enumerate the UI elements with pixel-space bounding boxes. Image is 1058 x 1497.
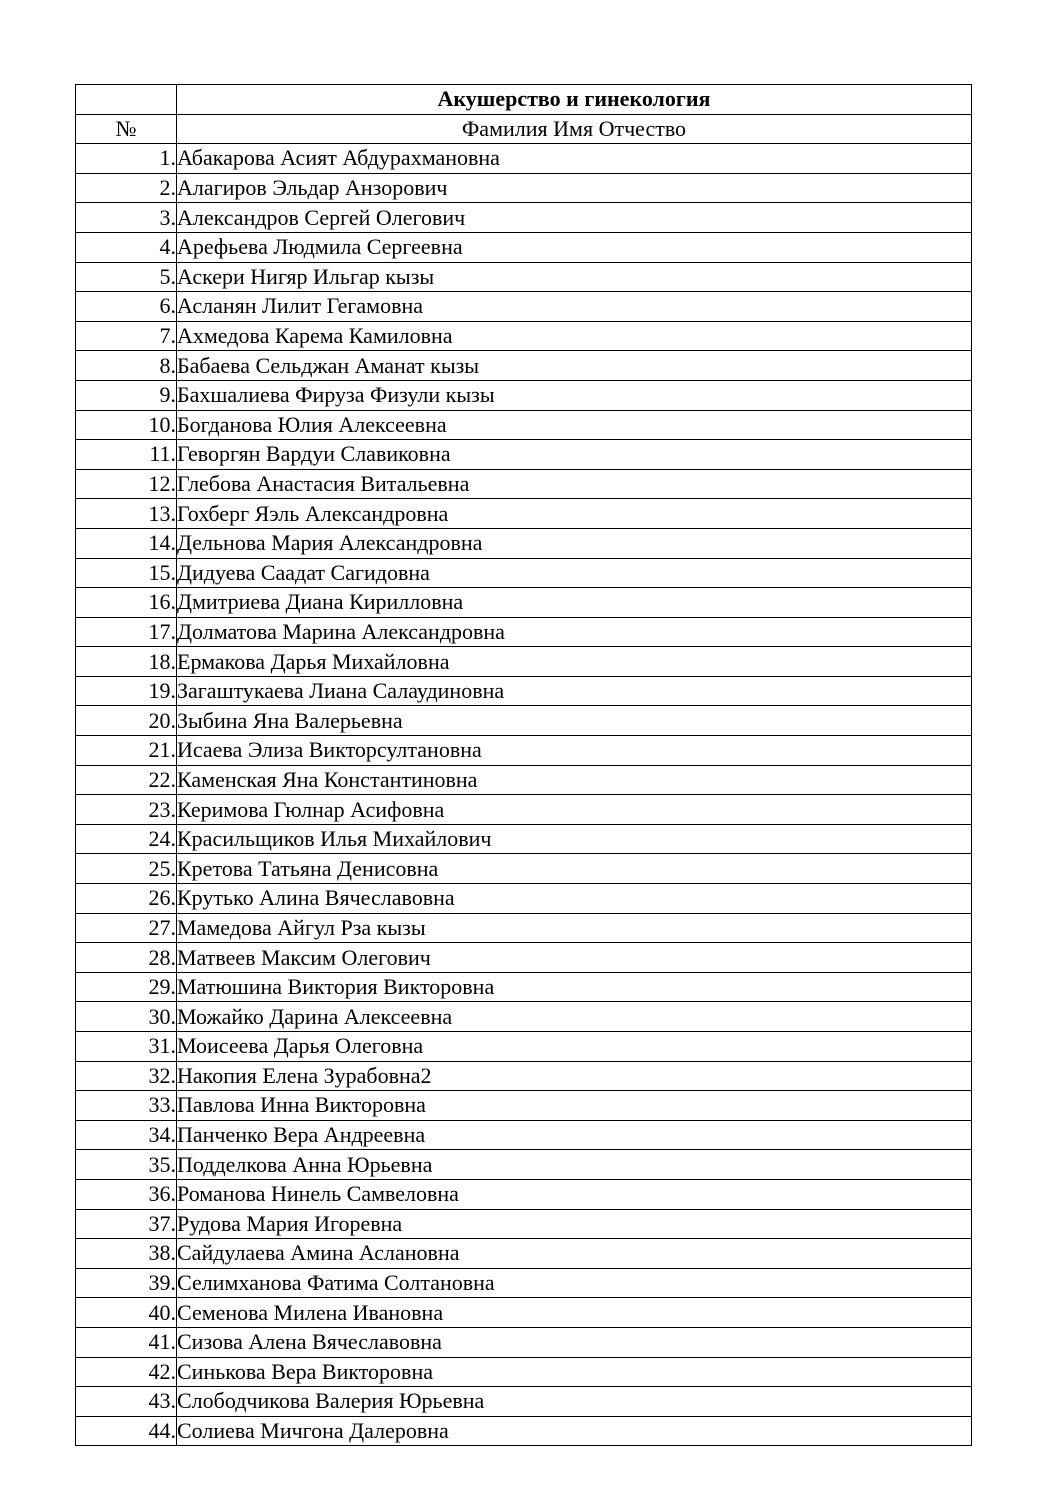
table-row [76, 558, 972, 588]
row-number: 13. [76, 499, 177, 529]
row-number: 5. [76, 262, 177, 292]
student-list-table [75, 84, 972, 1446]
row-number: 14. [76, 528, 177, 558]
header-row [76, 114, 972, 144]
person-full-name: Долматова Марина Александровна [177, 617, 972, 647]
person-full-name: Накопия Елена Зурабовна2 [177, 1061, 972, 1091]
table-row [76, 1327, 972, 1357]
table-row [76, 321, 972, 351]
person-full-name: Гохберг Яэль Александровна [177, 499, 972, 529]
table-row [76, 173, 972, 203]
row-number: 16. [76, 588, 177, 618]
person-full-name: Дидуева Саадат Сагидовна [177, 558, 972, 588]
table-row [76, 1091, 972, 1121]
row-number: 28. [76, 943, 177, 973]
row-number: 6. [76, 292, 177, 322]
table-row [76, 706, 972, 736]
person-full-name: Панченко Вера Андреевна [177, 1120, 972, 1150]
title-empty-cell [76, 85, 177, 115]
row-number: 44. [76, 1416, 177, 1446]
table-row [76, 292, 972, 322]
person-full-name: Александров Сергей Олегович [177, 203, 972, 233]
person-full-name: Богданова Юлия Алексеевна [177, 410, 972, 440]
person-full-name: Бабаева Сельджан Аманат кызы [177, 351, 972, 381]
document-title: Акушерство и гинекология [177, 85, 972, 115]
row-number: 41. [76, 1327, 177, 1357]
table-row [76, 528, 972, 558]
person-full-name: Каменская Яна Константиновна [177, 765, 972, 795]
table-row [76, 617, 972, 647]
person-full-name: Абакарова Асият Абдурахмановна [177, 144, 972, 174]
person-full-name: Можайко Дарина Алексеевна [177, 1002, 972, 1032]
person-full-name: Романова Нинель Самвеловна [177, 1179, 972, 1209]
person-full-name: Загаштукаева Лиана Салаудиновна [177, 676, 972, 706]
table-row [76, 1032, 972, 1062]
row-number: 29. [76, 972, 177, 1002]
table-row [76, 1239, 972, 1269]
row-number: 40. [76, 1298, 177, 1328]
row-number: 2. [76, 173, 177, 203]
person-full-name: Матвеев Максим Олегович [177, 943, 972, 973]
row-number: 25. [76, 854, 177, 884]
row-number: 22. [76, 765, 177, 795]
row-number: 18. [76, 647, 177, 677]
person-full-name: Исаева Элиза Викторсултановна [177, 736, 972, 766]
row-number: 4. [76, 232, 177, 262]
row-number: 30. [76, 1002, 177, 1032]
person-full-name: Моисеева Дарья Олеговна [177, 1032, 972, 1062]
row-number: 12. [76, 469, 177, 499]
person-full-name: Аскери Нигяр Ильгар кызы [177, 262, 972, 292]
row-number: 42. [76, 1357, 177, 1387]
person-full-name: Глебова Анастасия Витальевна [177, 469, 972, 499]
table-row [76, 203, 972, 233]
person-full-name: Павлова Инна Викторовна [177, 1091, 972, 1121]
table-row [76, 1120, 972, 1150]
table-row [76, 380, 972, 410]
row-number: 43. [76, 1387, 177, 1417]
row-number: 24. [76, 824, 177, 854]
table-row [76, 765, 972, 795]
row-number: 10. [76, 410, 177, 440]
person-full-name: Подделкова Анна Юрьевна [177, 1150, 972, 1180]
table-row [76, 824, 972, 854]
table-row [76, 913, 972, 943]
row-number: 36. [76, 1179, 177, 1209]
row-number: 1. [76, 144, 177, 174]
row-number: 27. [76, 913, 177, 943]
person-full-name: Синькова Вера Викторовна [177, 1357, 972, 1387]
row-number: 11. [76, 440, 177, 470]
person-full-name: Дельнова Мария Александровна [177, 528, 972, 558]
table-row [76, 736, 972, 766]
table-row [76, 1268, 972, 1298]
person-full-name: Крутько Алина Вячеславовна [177, 884, 972, 914]
row-number: 9. [76, 380, 177, 410]
row-number: 23. [76, 795, 177, 825]
table-row [76, 410, 972, 440]
table-row [76, 854, 972, 884]
person-full-name: Ермакова Дарья Михайловна [177, 647, 972, 677]
table-row [76, 884, 972, 914]
person-full-name: Зыбина Яна Валерьевна [177, 706, 972, 736]
person-full-name: Арефьева Людмила Сергеевна [177, 232, 972, 262]
person-full-name: Ахмедова Карема Камиловна [177, 321, 972, 351]
row-number: 39. [76, 1268, 177, 1298]
row-number: 3. [76, 203, 177, 233]
row-number: 7. [76, 321, 177, 351]
table-row [76, 1416, 972, 1446]
table-row [76, 647, 972, 677]
table-row [76, 1387, 972, 1417]
table-row [76, 972, 972, 1002]
table-row [76, 262, 972, 292]
person-full-name: Солиева Мичгона Далеровна [177, 1416, 972, 1446]
person-full-name: Сайдулаева Амина Аслановна [177, 1239, 972, 1269]
row-number: 8. [76, 351, 177, 381]
row-number: 15. [76, 558, 177, 588]
person-full-name: Геворгян Вардуи Славиковна [177, 440, 972, 470]
table-row [76, 676, 972, 706]
row-number: 31. [76, 1032, 177, 1062]
person-full-name: Селимханова Фатима Солтановна [177, 1268, 972, 1298]
row-number: 38. [76, 1239, 177, 1269]
person-full-name: Семенова Милена Ивановна [177, 1298, 972, 1328]
person-full-name: Керимова Гюлнар Асифовна [177, 795, 972, 825]
table-row [76, 499, 972, 529]
table-row [76, 232, 972, 262]
table-row [76, 440, 972, 470]
person-full-name: Слободчикова Валерия Юрьевна [177, 1387, 972, 1417]
row-number: 32. [76, 1061, 177, 1091]
table-row [76, 1298, 972, 1328]
person-full-name: Алагиров Эльдар Анзорович [177, 173, 972, 203]
title-row [76, 85, 972, 115]
person-full-name: Кретова Татьяна Денисовна [177, 854, 972, 884]
person-full-name: Асланян Лилит Гегамовна [177, 292, 972, 322]
person-full-name: Бахшалиева Фируза Физули кызы [177, 380, 972, 410]
table-row [76, 588, 972, 618]
row-number: 21. [76, 736, 177, 766]
person-full-name: Дмитриева Диана Кирилловна [177, 588, 972, 618]
table-row [76, 795, 972, 825]
table-row [76, 1179, 972, 1209]
table-row [76, 1061, 972, 1091]
person-full-name: Мамедова Айгул Рза кызы [177, 913, 972, 943]
row-number: 26. [76, 884, 177, 914]
person-full-name: Сизова Алена Вячеславовна [177, 1327, 972, 1357]
table-row [76, 943, 972, 973]
row-number: 20. [76, 706, 177, 736]
row-number: 34. [76, 1120, 177, 1150]
table-row [76, 1002, 972, 1032]
row-number: 19. [76, 676, 177, 706]
table-row [76, 469, 972, 499]
table-row [76, 1209, 972, 1239]
table-row [76, 1357, 972, 1387]
row-number: 35. [76, 1150, 177, 1180]
table-row [76, 1150, 972, 1180]
name-column-header: Фамилия Имя Отчество [177, 114, 972, 144]
person-full-name: Рудова Мария Игоревна [177, 1209, 972, 1239]
table-row [76, 351, 972, 381]
person-full-name: Красильщиков Илья Михайлович [177, 824, 972, 854]
person-full-name: Матюшина Виктория Викторовна [177, 972, 972, 1002]
row-number: 17. [76, 617, 177, 647]
row-number: 37. [76, 1209, 177, 1239]
number-column-header: № [76, 114, 177, 144]
table-row [76, 144, 972, 174]
row-number: 33. [76, 1091, 177, 1121]
